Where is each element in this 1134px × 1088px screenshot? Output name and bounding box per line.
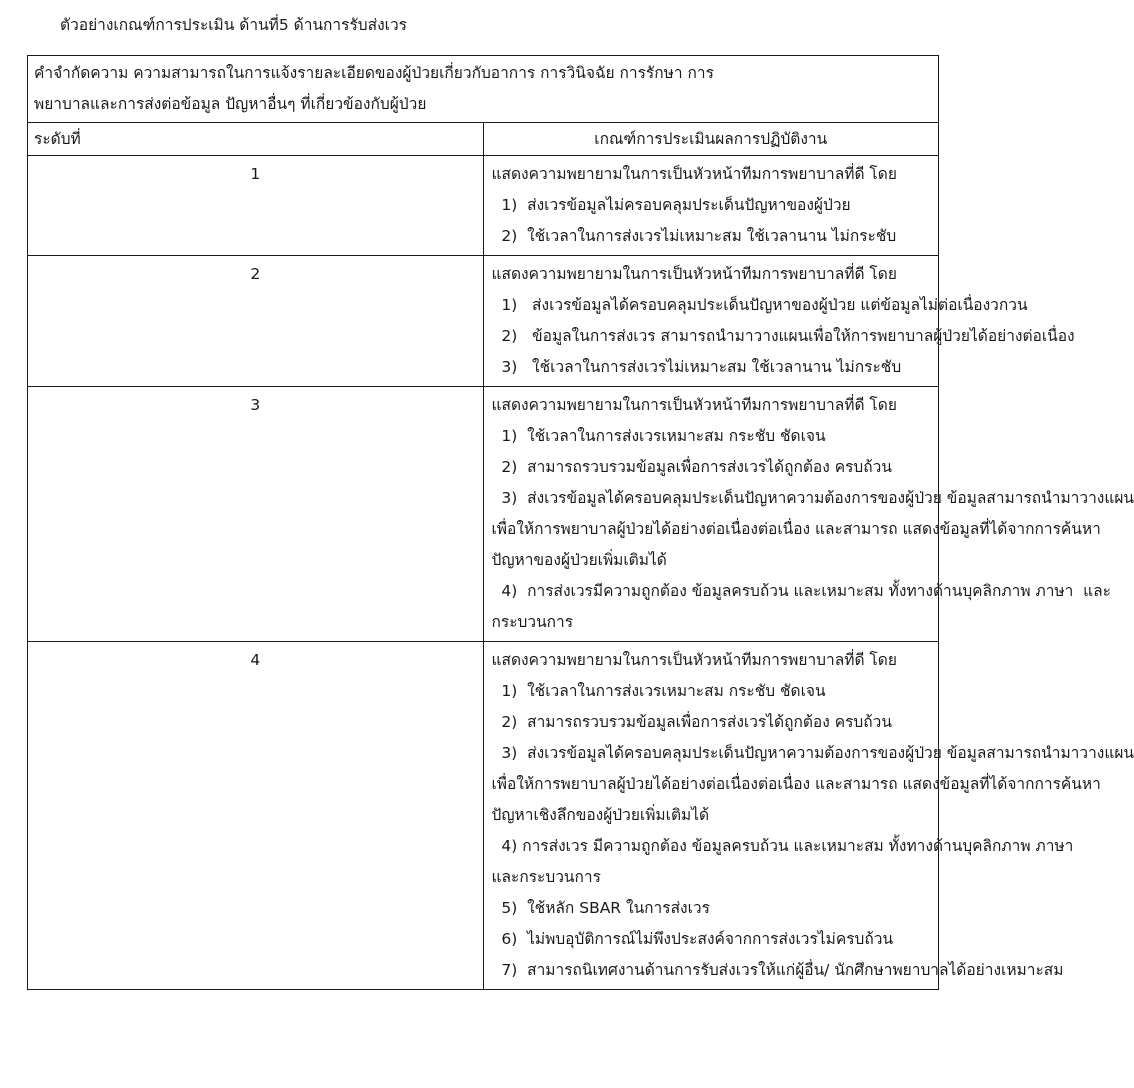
criteria-line: 2) ใช้เวลาในการส่งเวรไม่เหมาะสม ใช้เวลานาน ไม่กระชับ (491, 227, 897, 245)
criteria-line: 3) ส่งเวรข้อมูลได้ครอบคลุมประเด็นปัญหาความต้องการของผู้ป่วย ข้อมูลสามารถนำมาวางแผน (491, 744, 1134, 762)
table-row (28, 387, 939, 642)
level-number (28, 642, 484, 990)
level-label: 1 (250, 165, 261, 183)
criteria-cell (483, 156, 939, 256)
level-label: 3 (250, 396, 261, 414)
criteria-line: 7) สามารถนิเทศงานด้านการรับส่งเวรให้แก่ผู้อื่น/ นักศึกษาพยาบาลได้อย่างเหมาะสม (491, 961, 1064, 979)
table-row (28, 156, 939, 256)
criteria-line: 2) ข้อมูลในการส่งเวร สามารถนำมาวางแผนเพื่อให้การพยาบาลผู้ป่วยได้อย่างต่อเนื่อง (491, 327, 1075, 345)
definition-line: คำจำกัดความ ความสามารถในการแจ้งรายละเอียดของผู้ป่วยเกี่ยวกับอาการ การวินิจฉัย การรักษา การ (34, 64, 714, 82)
criteria-line: แสดงความพยายามในการเป็นหัวหน้าทีมการพยาบาลที่ดี โดย (491, 651, 897, 669)
criteria-line: ปัญหาเชิงลึกของผู้ป่วยเพิ่มเติมได้ (491, 806, 710, 824)
criteria-cell (483, 642, 1134, 990)
header-level: ระดับที่ (28, 123, 484, 156)
criteria-line: 4) การส่งเวรมีความถูกต้อง ข้อมูลครบถ้วน และเหมาะสม ทั้งทางด้านบุคลิกภาพ ภาษา และ (491, 582, 1111, 600)
criteria-line: และกระบวนการ (491, 868, 601, 886)
header-criteria: เกณฑ์การประเมินผลการปฏิบัติงาน (483, 123, 939, 156)
criteria-line: แสดงความพยายามในการเป็นหัวหน้าทีมการพยาบาลที่ดี โดย (491, 165, 897, 183)
criteria-line: 1) ใช้เวลาในการส่งเวรเหมาะสม กระชับ ชัดเจน (491, 427, 826, 445)
definition-line: พยาบาลและการส่งต่อข้อมูล ปัญหาอื่นๆ ที่เกี่ยวข้องกับผู้ป่วย (34, 95, 427, 113)
criteria-line: แสดงความพยายามในการเป็นหัวหน้าทีมการพยาบาลที่ดี โดย (491, 265, 897, 283)
criteria-line: 2) สามารถรวบรวมข้อมูลเพื่อการส่งเวรได้ถูกต้อง ครบถ้วน (491, 458, 892, 476)
table-row (28, 642, 939, 990)
criteria-line: 5) ใช้หลัก SBAR ในการส่งเวร (491, 899, 710, 917)
criteria-line: 4) การส่งเวร มีความถูกต้อง ข้อมูลครบถ้วน และเหมาะสม ทั้งทางด้านบุคลิกภาพ ภาษา (491, 837, 1074, 855)
document-caption: ตัวอย่างเกณฑ์การประเมิน ด้านที่5 ด้านการรับส่งเวร (60, 16, 407, 34)
criteria-line: เพื่อให้การพยาบาลผู้ป่วยได้อย่างต่อเนื่องต่อเนื่อง และสามารถ แสดงข้อมูลที่ได้จากการค้นหา (491, 775, 1101, 793)
level-number (28, 387, 484, 642)
criteria-line: แสดงความพยายามในการเป็นหัวหน้าทีมการพยาบาลที่ดี โดย (491, 396, 897, 414)
level-label: 2 (250, 265, 261, 283)
criteria-line: เพื่อให้การพยาบาลผู้ป่วยได้อย่างต่อเนื่องต่อเนื่อง และสามารถ แสดงข้อมูลที่ได้จากการค้นหา (491, 520, 1101, 538)
criteria-line: ปัญหาของผู้ป่วยเพิ่มเติมได้ (491, 551, 667, 569)
criteria-line: 2) สามารถรวบรวมข้อมูลเพื่อการส่งเวรได้ถูกต้อง ครบถ้วน (491, 713, 892, 731)
criteria-cell (483, 387, 1134, 642)
criteria-line: 1) ส่งเวรข้อมูลได้ครอบคลุมประเด็นปัญหาของผู้ป่วย แต่ข้อมูลไม่ต่อเนื่องวกวน (491, 296, 1028, 314)
level-number (28, 156, 484, 256)
criteria-line: 3) ใช้เวลาในการส่งเวรไม่เหมาะสม ใช้เวลานาน ไม่กระชับ (491, 358, 902, 376)
definition-cell (28, 56, 939, 123)
criteria-line: 3) ส่งเวรข้อมูลได้ครอบคลุมประเด็นปัญหาความต้องการของผู้ป่วย ข้อมูลสามารถนำมาวางแผน (491, 489, 1134, 507)
criteria-line: 1) ใช้เวลาในการส่งเวรเหมาะสม กระชับ ชัดเจน (491, 682, 826, 700)
definition-row (28, 56, 939, 123)
level-number (28, 256, 484, 387)
criteria-line: 1) ส่งเวรข้อมูลไม่ครอบคลุมประเด็นปัญหาของผู้ป่วย (491, 196, 851, 214)
criteria-line: กระบวนการ (491, 613, 574, 631)
level-label: 4 (250, 651, 261, 669)
table-row (28, 256, 939, 387)
criteria-table (27, 55, 1134, 990)
criteria-cell (483, 256, 1075, 387)
criteria-line: 6) ไม่พบอุบัติการณ์ไม่พึงประสงค์จากการส่งเวรไม่ครบถ้วน (491, 930, 894, 948)
header-row (28, 123, 939, 156)
